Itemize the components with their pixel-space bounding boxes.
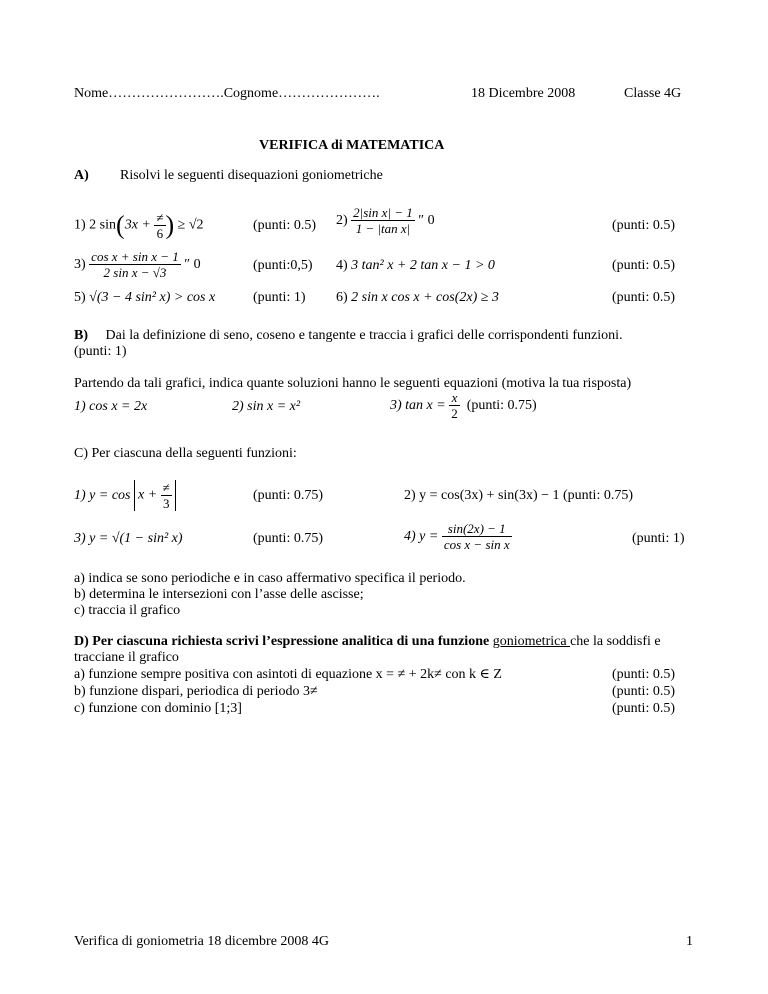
points-d-b: (punti: 0.5) bbox=[612, 684, 675, 699]
formula-part: ≥ √2 bbox=[177, 217, 204, 233]
formula-part: 2 sin x cos x + cos(2x) ≥ 3 bbox=[351, 290, 499, 305]
points-c4: (punti: 1) bbox=[632, 531, 685, 546]
formula-part: 4) y = bbox=[404, 529, 439, 544]
points-a4: (punti: 0.5) bbox=[612, 258, 675, 273]
requirement-d-a: a) funzione sempre positiva con asintoti di equazione x = ≠ + 2k≠ con k ∈ Z bbox=[74, 667, 502, 682]
question-c-b: b) determina le intersezioni con l’asse delle ascisse; bbox=[74, 587, 364, 602]
section-c-intro bbox=[74, 446, 297, 462]
points-d-a: (punti: 0.5) bbox=[612, 667, 675, 682]
formula-part: 1) y = cos bbox=[74, 488, 131, 503]
fraction-denominator: 2 sin x − √3 bbox=[103, 265, 167, 281]
exercise-number: 3) bbox=[74, 257, 86, 272]
formula-part: 3) tan x = bbox=[390, 398, 446, 413]
fraction-numerator: 2|sin x| − 1 bbox=[353, 205, 413, 221]
formula-part: x + bbox=[138, 488, 158, 503]
page-title: VERIFICA di MATEMATICA bbox=[259, 138, 445, 153]
fraction-denominator: 1 − |tan x| bbox=[355, 221, 411, 237]
formula-part: 3x + bbox=[124, 217, 151, 233]
fraction-denominator: 3 bbox=[162, 496, 170, 512]
section-d-line2: tracciane il grafico bbox=[74, 650, 179, 665]
fraction-denominator: cos x − sin x bbox=[443, 537, 510, 553]
class: Classe 4G bbox=[624, 86, 682, 101]
requirement-d-c: c) funzione con dominio [1;3] bbox=[74, 701, 242, 716]
equation-b3 bbox=[390, 390, 537, 422]
points-d-c: (punti: 0.5) bbox=[612, 701, 675, 716]
section-d-lead: D) Per ciascuna richiesta scrivi l’espressione analitica di una funzione bbox=[74, 634, 493, 649]
fraction-numerator: ≠ bbox=[156, 210, 164, 225]
exercise-a4 bbox=[336, 258, 495, 274]
section-c-intro-text: C) Per ciascuna della seguenti funzioni: bbox=[74, 446, 297, 461]
points-a5: (punti: 1) bbox=[253, 290, 306, 305]
exercise-a6 bbox=[336, 290, 499, 306]
formula-part: ″ 0 bbox=[418, 213, 435, 228]
fraction-numerator: ≠ bbox=[162, 480, 170, 496]
footer-text: Verifica di goniometria 18 dicembre 2008 4G bbox=[74, 934, 330, 949]
fraction-numerator: sin(2x) − 1 bbox=[442, 521, 512, 537]
section-b-description: Dai la definizione di seno, coseno e tangente e traccia i grafici delle corrispondenti funzioni. bbox=[105, 328, 623, 343]
formula-part: √(3 − 4 sin² x) > cos x bbox=[89, 290, 216, 305]
fraction-numerator: cos x + sin x − 1 bbox=[91, 249, 179, 265]
exercise-a1: 1) 2 sin(3x + $\frac{\ne}{6}$ ) ≥ √2 bbox=[74, 210, 204, 241]
points-c1: (punti: 0.75) bbox=[253, 488, 323, 503]
points-a2: (punti: 0.5) bbox=[612, 218, 675, 233]
equation-b1: 1) cos x = 2x bbox=[74, 399, 148, 414]
exercise-number: 5) bbox=[74, 290, 86, 305]
exercise-number: 1) bbox=[74, 217, 86, 233]
points-a3: (punti:0,5) bbox=[253, 258, 313, 273]
section-a-intro: Risolvi le seguenti disequazioni goniometriche bbox=[120, 168, 383, 183]
formula-part: ″ 0 bbox=[184, 257, 201, 272]
question-c-a: a) indica se sono periodiche e in caso affermativo specifica il periodo. bbox=[74, 571, 466, 586]
fraction-denominator: 2 bbox=[451, 406, 458, 422]
section-b-instructions: Partendo da tali grafici, indica quante soluzioni hanno le seguenti equazioni (motiva la tua risposta) bbox=[74, 376, 632, 391]
underlined-word: goniometrica bbox=[492, 634, 571, 649]
function-c1 bbox=[74, 478, 176, 514]
fraction-denominator: 6 bbox=[156, 226, 164, 241]
exercise-a2 bbox=[336, 204, 435, 238]
question-c-c: c) traccia il grafico bbox=[74, 603, 181, 618]
points-a1: (punti: 0.5) bbox=[253, 218, 316, 233]
exercise-a5 bbox=[74, 290, 215, 306]
function-c3: 3) y = √(1 − sin² x) bbox=[74, 531, 183, 546]
section-b-text bbox=[74, 328, 694, 344]
section-b-letter: B) bbox=[74, 328, 88, 343]
function-c4 bbox=[404, 520, 512, 554]
section-d-continuation: che la soddisfi e bbox=[570, 634, 661, 649]
requirement-d-b: b) funzione dispari, periodica di periodo 3≠ bbox=[74, 684, 318, 699]
formula-part: 3 tan² x + 2 tan x − 1 > 0 bbox=[351, 258, 495, 273]
section-d-line1 bbox=[74, 634, 661, 650]
section-a-letter: A) bbox=[74, 168, 89, 183]
equation-b2: 2) sin x = x² bbox=[232, 399, 301, 414]
points-c3: (punti: 0.75) bbox=[253, 531, 323, 546]
exercise-number: 6) bbox=[336, 290, 348, 305]
fraction-numerator: x bbox=[449, 390, 460, 406]
page-number: 1 bbox=[686, 934, 693, 949]
section-b-points: (punti: 1) bbox=[74, 344, 127, 359]
exercise-number: 2) bbox=[336, 213, 348, 228]
function-c2: 2) y = cos(3x) + sin(3x) − 1 (punti: 0.75) bbox=[404, 488, 633, 503]
exercise-number: 4) bbox=[336, 258, 348, 273]
points-b3: (punti: 0.75) bbox=[466, 398, 537, 413]
points-a6: (punti: 0.5) bbox=[612, 290, 675, 305]
name-surname-line: Nome…………………….Cognome…………………. bbox=[74, 86, 380, 101]
formula-part: 2 sin bbox=[89, 217, 117, 233]
date: 18 Dicembre 2008 bbox=[471, 86, 576, 101]
exercise-a3 bbox=[74, 248, 201, 282]
